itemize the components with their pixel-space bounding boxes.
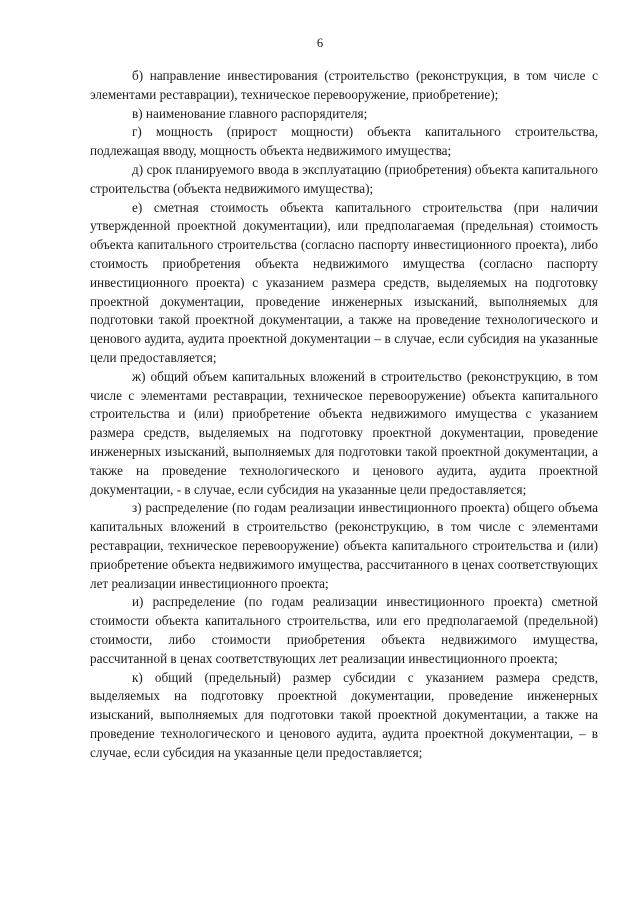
paragraph-d: д) срок планируемого ввода в эксплуатацию (приобретения) объекта капитального строительства (объекта недвижимого имущества); [90, 161, 598, 196]
paragraph-z: з) распределение (по годам реализации инвестиционного проекта) общего объема капитальных вложений в строительство (реконструкцию, в том числе с элементами реставрации, техническое перевооружение) объекта капитального строительства и (или) приобретение объекта недвижимого имущества, рассчитанного в ценах соответствующих лет реализации инвестиционного проекта; [90, 500, 598, 591]
paragraph-g: г) мощность (прирост мощности) объекта капитального строительства, подлежащая вводу, мощность объекта недвижимого имущества; [90, 124, 598, 159]
paragraph-k: к) общий (предельный) размер субсидии с указанием размера средств, выделяемых на подготовку проектной документации, проведение инженерных изысканий, выполняемых для подготовки такой проектной документации, а также на проведение технологического и ценового аудита, аудита проектной документации, – в случае, если субсидия на указанные цели предоставляется; [90, 669, 598, 760]
page-number: 6 [316, 36, 324, 50]
document-body [90, 67, 598, 762]
paragraph-zh: ж) общий объем капитальных вложений в строительство (реконструкцию, в том числе с элементами реставрации, техническое перевооружение) объекта капитального строительства и (или) приобретение объекта недвижимого имущества с указанием размера средств, выделяемых на подготовку проектной документации, проведение инженерных изысканий, выполняемых для подготовки такой проектной документации, а также на проведение технологического и ценового аудита, аудита проектной документации, - в случае, если субсидия на указанные цели предоставляется; [90, 368, 598, 497]
paragraph-v: в) наименование главного распорядителя; [132, 105, 368, 121]
paragraph-i: и) распределение (по годам реализации инвестиционного проекта) сметной стоимости объекта капитального строительства, или его предполагаемой (предельной) стоимости, либо стоимости приобретения объекта недвижимого имущества, рассчитанной в ценах соответствующих лет реализации инвестиционного проекта; [90, 594, 598, 666]
paragraph-b: б) направление инвестирования (строительство (реконструкция, в том числе с элементами реставрации), техническое перевооружение, приобретение); [90, 68, 598, 102]
paragraph-e: е) сметная стоимость объекта капитального строительства (при наличии утвержденной проектной документации), или предполагаемая (предельная) стоимость объекта капитального строительства (согласно паспорту инвестиционного проекта), либо стоимость приобретения объекта недвижимого имущества (согласно паспорту инвестиционного проекта) с указанием размера средств, выделяемых на подготовку проектной документации, проведение инженерных изысканий, выполняемых для подготовки такой проектной документации, а также на проведение технологического и ценового аудита, аудита проектной документации – в случае, если субсидия на указанные цели предоставляется; [90, 199, 598, 365]
